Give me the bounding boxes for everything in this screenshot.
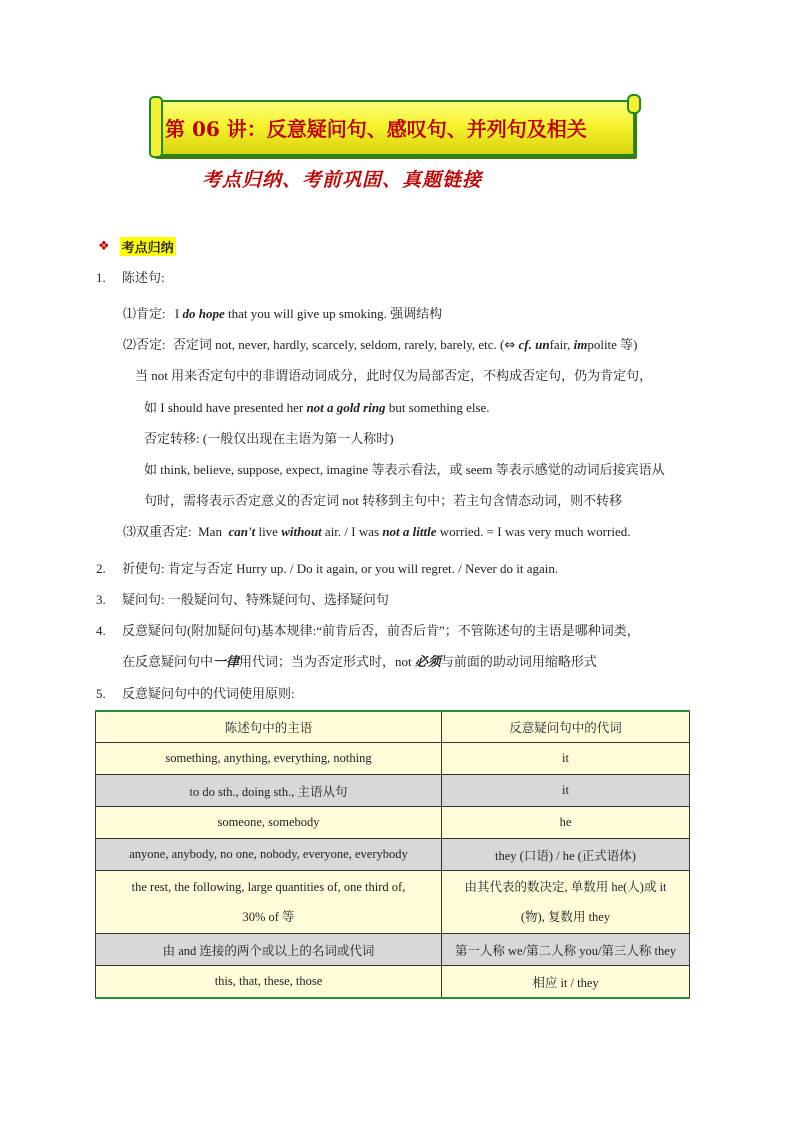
- table-cell: 相应 it / they: [442, 966, 690, 999]
- text-run: I: [174, 306, 183, 321]
- list-item-5: [96, 685, 295, 703]
- item-text: 祈使句: 肯定与否定 Hurry up. / Do it again, or you will regret. / Never do it again.: [122, 561, 559, 576]
- text-run: but something else.: [385, 400, 490, 415]
- text-run: 用代词；当为否定形式时，not: [239, 654, 415, 669]
- negative-line-3: [144, 399, 490, 417]
- prefix-un: un: [535, 337, 550, 352]
- negative-transfer-line: 否定转移: (一般仅出现在主语为第一人称时): [144, 431, 394, 446]
- negative-line-2: 当 not 用来否定句中的非谓语动词成分，此时仅为局部否定，不构成否定句，仍为肯定句，: [135, 368, 653, 383]
- text-run: 在反意疑问句中: [122, 654, 214, 669]
- item-number: 4.: [96, 623, 106, 638]
- page-subtitle: 考点归纳、考前巩固、真题链接: [202, 169, 483, 191]
- text-run: 与前面的助动词用缩略形式: [440, 654, 597, 669]
- text-run: worried. = I was very much worried.: [436, 524, 631, 539]
- emphasis-text: 必须: [414, 654, 441, 669]
- list-item-2: [96, 560, 558, 578]
- table-cell: they (口语) / he (正式语体): [442, 839, 690, 871]
- prefix-im: im: [573, 337, 588, 352]
- text-run: 否定词 not, never, hardly, scarcely, seldom, rarely, barely, etc. (: [172, 337, 505, 352]
- item-number: 2.: [96, 561, 106, 576]
- item-text: 陈述句:: [122, 270, 165, 285]
- table-cell: anyone, anybody, no one, nobody, everyone, everybody: [96, 839, 442, 871]
- table-header-cell: 反意疑问句中的代词: [442, 711, 690, 743]
- table-cell: 由 and 连接的两个或以上的名词或代词: [96, 934, 442, 966]
- table-row: [96, 871, 690, 934]
- emphasis-text: can't: [228, 524, 256, 539]
- section-label: 考点归纳: [120, 237, 176, 256]
- sub-label: ⑴肯定:: [123, 306, 166, 321]
- table-cell: to do sth., doing sth., 主语从句: [96, 775, 442, 807]
- table-row: [96, 966, 690, 999]
- text-run: fair,: [549, 337, 574, 352]
- section-heading: [98, 237, 176, 256]
- table-row: [96, 839, 690, 871]
- text-run: live: [255, 524, 282, 539]
- list-item-4-cont: [122, 653, 597, 671]
- table-cell: it: [442, 743, 690, 775]
- table-cell: 第一人称 we/第二人称 you/第三人称 they: [442, 934, 690, 966]
- table-cell: [96, 871, 442, 934]
- list-item-4: [96, 622, 640, 640]
- emphasis-text: not a little: [382, 524, 437, 539]
- page-title: 第 06 讲：反意疑问句、感叹句、并列句及相关: [165, 117, 587, 141]
- affirmative-line: [123, 305, 442, 323]
- text-run: polite 等): [587, 337, 638, 352]
- item-text: 疑问句: 一般疑问句、特殊疑问句、选择疑问句: [122, 592, 389, 607]
- table-cell: someone, somebody: [96, 807, 442, 839]
- table-header-row: [96, 711, 690, 743]
- negative-transfer-line-2: 如 think, believe, suppose, expect, imagine 等表示看法，或 seem 等表示感觉的动词后接宾语从: [144, 462, 665, 477]
- list-item-1: [96, 269, 165, 287]
- table-row: [96, 775, 690, 807]
- table-row: [96, 743, 690, 775]
- diamond-bullet-icon: ❖: [98, 239, 110, 254]
- sub-label: ⑵否定:: [123, 337, 166, 352]
- scroll-roll-left: [149, 96, 163, 158]
- double-arrow-icon: ⇔: [504, 338, 516, 353]
- cell-line: 由其代表的数决定, 单数用 he(人)或 it: [464, 880, 667, 894]
- title-banner: [153, 100, 635, 156]
- item-number: 3.: [96, 592, 106, 607]
- item-number: 5.: [96, 686, 106, 701]
- emphasis-text: without: [281, 524, 322, 539]
- table-cell: this, that, these, those: [96, 966, 442, 999]
- table-header-cell: 陈述句中的主语: [96, 711, 442, 743]
- scroll-roll-right: [627, 94, 641, 114]
- list-item-3: [96, 591, 389, 609]
- table-row: [96, 807, 690, 839]
- emphasis-text: not a gold ring: [306, 400, 386, 415]
- table-cell: it: [442, 775, 690, 807]
- table-cell: he: [442, 807, 690, 839]
- text-run: air. / I was: [321, 524, 383, 539]
- emphasis-text: 一律: [213, 654, 240, 669]
- table-row: [96, 934, 690, 966]
- negative-line: [123, 336, 638, 355]
- sub-label: ⑶双重否定:: [123, 524, 192, 539]
- text-run: that you will give up smoking. 强调结构: [224, 306, 443, 321]
- item-text: 反意疑问句(附加疑问句)基本规律:“前肯后否，前否后肯”；不管陈述句的主语是哪种词类，: [122, 623, 640, 638]
- cf-text: cf.: [515, 337, 536, 352]
- item-text: 反意疑问句中的代词使用原则:: [122, 686, 295, 701]
- item-number: 1.: [96, 270, 106, 285]
- double-negative-line: [123, 523, 630, 541]
- text-run: 如 I should have presented her: [144, 400, 307, 415]
- pronoun-table: [95, 710, 690, 999]
- negative-transfer-line-3: 句时，需将表示否定意义的否定词 not 转移到主句中；若主句含情态动词，则不转移: [144, 493, 623, 508]
- table-cell: [442, 871, 690, 934]
- cell-line: 30% of 等: [242, 910, 295, 924]
- emphasis-text: do hope: [182, 306, 225, 321]
- cell-line: (物), 复数用 they: [520, 910, 611, 924]
- text-run: Man: [191, 524, 229, 539]
- table-cell: something, anything, everything, nothing: [96, 743, 442, 775]
- cell-line: the rest, the following, large quantities of, one third of,: [131, 880, 406, 894]
